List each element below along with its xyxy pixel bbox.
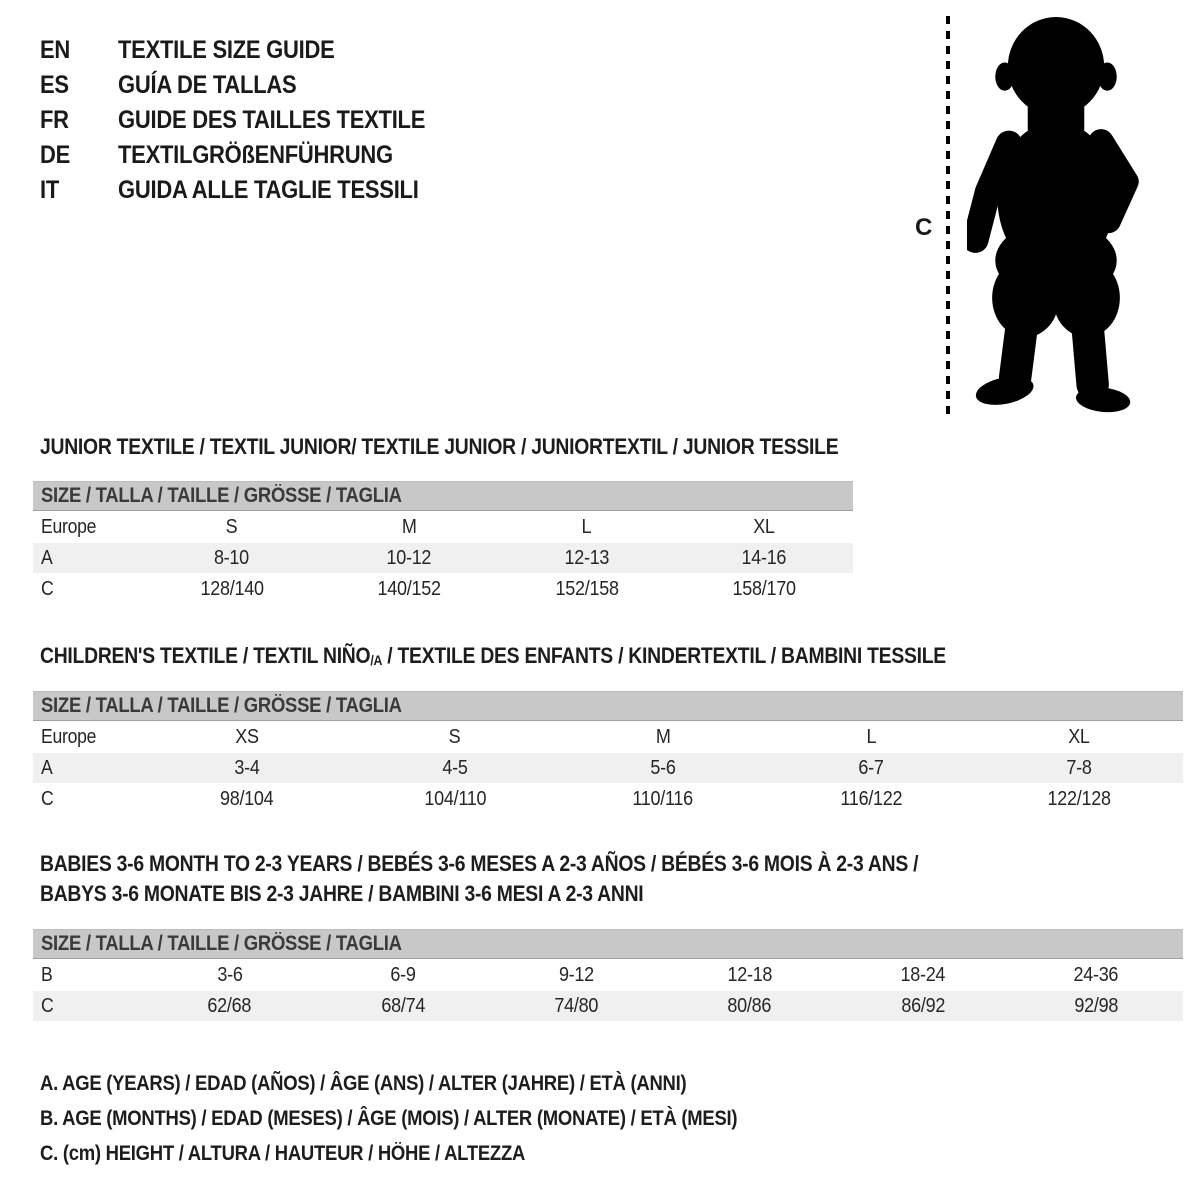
- legend-line-b: B. AGE (MONTHS) / EDAD (MESES) / ÂGE (MOIS) / ALTER (MONATE) / ETÀ (MESI): [40, 1106, 738, 1130]
- table-cell: 6-9: [390, 963, 416, 986]
- table-row: [33, 721, 1183, 753]
- lang-code-de: DE: [40, 141, 71, 169]
- size-table-header: SIZE / TALLA / TAILLE / GRÖSSE / TAGLIA: [33, 481, 853, 511]
- lang-row-fr: [40, 103, 467, 138]
- table-row: [33, 573, 853, 605]
- children-size-table: [33, 691, 1183, 815]
- legend-block: [40, 1066, 832, 1171]
- table-cell: 122/128: [1047, 787, 1111, 810]
- table-cell: 74/80: [554, 994, 599, 1017]
- table-cell: 140/152: [377, 577, 441, 600]
- lang-row-de: [40, 138, 467, 173]
- table-cell: 5-6: [650, 756, 676, 779]
- row-label: Europe: [41, 515, 97, 538]
- row-label: C: [41, 577, 54, 600]
- lang-title-de: TEXTILGRÖßENFÜHRUNG: [118, 141, 393, 169]
- section-title-babies: [40, 849, 1038, 909]
- section-title-junior: JUNIOR TEXTILE / TEXTIL JUNIOR/ TEXTILE JUNIOR / JUNIORTEXTIL / JUNIOR TESSILE: [40, 434, 839, 459]
- junior-size-table: [33, 481, 853, 605]
- lang-title-es: GUÍA DE TALLAS: [118, 71, 297, 99]
- height-measure-label: C: [915, 214, 933, 241]
- table-cell: 68/74: [381, 994, 425, 1017]
- lang-row-es: [40, 68, 467, 103]
- lang-row-en: [40, 33, 467, 68]
- lang-code-it: IT: [40, 176, 60, 204]
- table-row: [33, 511, 853, 543]
- table-cell: 12-18: [727, 963, 773, 986]
- toddler-silhouette-icon: [967, 14, 1145, 418]
- table-cell: 3-6: [217, 963, 243, 986]
- lang-title-en: TEXTILE SIZE GUIDE: [118, 36, 335, 64]
- table-cell: 12-13: [564, 546, 610, 569]
- table-cell: 8-10: [214, 546, 250, 569]
- table-cell: 92/98: [1074, 994, 1119, 1017]
- table-row: [33, 959, 1183, 991]
- table-cell: 6-7: [858, 756, 884, 779]
- table-cell: 86/92: [901, 994, 945, 1017]
- table-row: [33, 991, 1183, 1021]
- table-cell: M: [655, 725, 671, 748]
- table-cell: L: [581, 515, 592, 538]
- title-subscript: /A: [370, 652, 383, 668]
- table-cell: XL: [1068, 725, 1090, 748]
- table-cell: 3-4: [234, 756, 260, 779]
- row-label: B: [41, 963, 53, 986]
- lang-title-fr: GUIDE DES TAILLES TEXTILE: [118, 106, 426, 134]
- table-cell: S: [449, 725, 461, 748]
- row-label: A: [41, 546, 53, 569]
- row-label: Europe: [41, 725, 97, 748]
- babies-title-line1: BABIES 3-6 MONTH TO 2-3 YEARS / BEBÉS 3-6 MESES A 2-3 AÑOS / BÉBÉS 3-6 MOIS À 2-3 ANS /: [40, 851, 919, 876]
- babies-size-table: [33, 929, 1183, 1021]
- table-cell: XL: [753, 515, 775, 538]
- table-cell: 62/68: [207, 994, 252, 1017]
- table-cell: 80/86: [727, 994, 772, 1017]
- lang-title-it: GUIDA ALLE TAGLIE TESSILI: [118, 176, 419, 204]
- table-cell: 14-16: [741, 546, 787, 569]
- language-title-block: [40, 33, 467, 208]
- row-label: C: [41, 994, 54, 1017]
- lang-code-fr: FR: [40, 106, 69, 134]
- section-title-children: CHILDREN'S TEXTILE / TEXTIL NIÑO/A / TEXTILE DES ENFANTS / KINDERTEXTIL / BAMBINI TESSILE: [40, 643, 946, 668]
- table-cell: M: [401, 515, 417, 538]
- table-cell: 116/122: [840, 787, 902, 810]
- table-cell: 128/140: [200, 577, 264, 600]
- legend-line-a: A. AGE (YEARS) / EDAD (AÑOS) / ÂGE (ANS) / ALTER (JAHRE) / ETÀ (ANNI): [40, 1071, 687, 1095]
- table-cell: S: [225, 515, 238, 538]
- lang-code-en: EN: [40, 36, 71, 64]
- table-row: [33, 783, 1183, 815]
- table-cell: 158/170: [732, 577, 796, 600]
- babies-title-line2: BABYS 3-6 MONATE BIS 2-3 JAHRE / BAMBINI 3-6 MESI A 2-3 ANNI: [40, 881, 644, 906]
- table-cell: L: [866, 725, 876, 748]
- row-label: C: [41, 787, 54, 810]
- lang-code-es: ES: [40, 71, 69, 99]
- table-cell: 18-24: [900, 963, 946, 986]
- table-cell: 152/158: [555, 577, 619, 600]
- row-label: A: [41, 756, 53, 779]
- size-table-header: SIZE / TALLA / TAILLE / GRÖSSE / TAGLIA: [33, 929, 1183, 959]
- lang-row-it: [40, 173, 467, 208]
- table-cell: 9-12: [558, 963, 594, 986]
- table-cell: 104/110: [424, 787, 486, 810]
- height-measure-line: [944, 16, 952, 418]
- table-cell: XS: [235, 725, 259, 748]
- table-cell: 4-5: [442, 756, 468, 779]
- table-cell: 98/104: [220, 787, 274, 810]
- table-cell: 24-36: [1073, 963, 1119, 986]
- table-row: [33, 753, 1183, 783]
- table-cell: 110/116: [632, 787, 694, 810]
- legend-line-c: C. (cm) HEIGHT / ALTURA / HAUTEUR / HÖHE / ALTEZZA: [40, 1141, 526, 1165]
- size-table-header: SIZE / TALLA / TAILLE / GRÖSSE / TAGLIA: [33, 691, 1183, 721]
- table-cell: 7-8: [1066, 756, 1092, 779]
- table-row: [33, 543, 853, 573]
- table-cell: 10-12: [386, 546, 432, 569]
